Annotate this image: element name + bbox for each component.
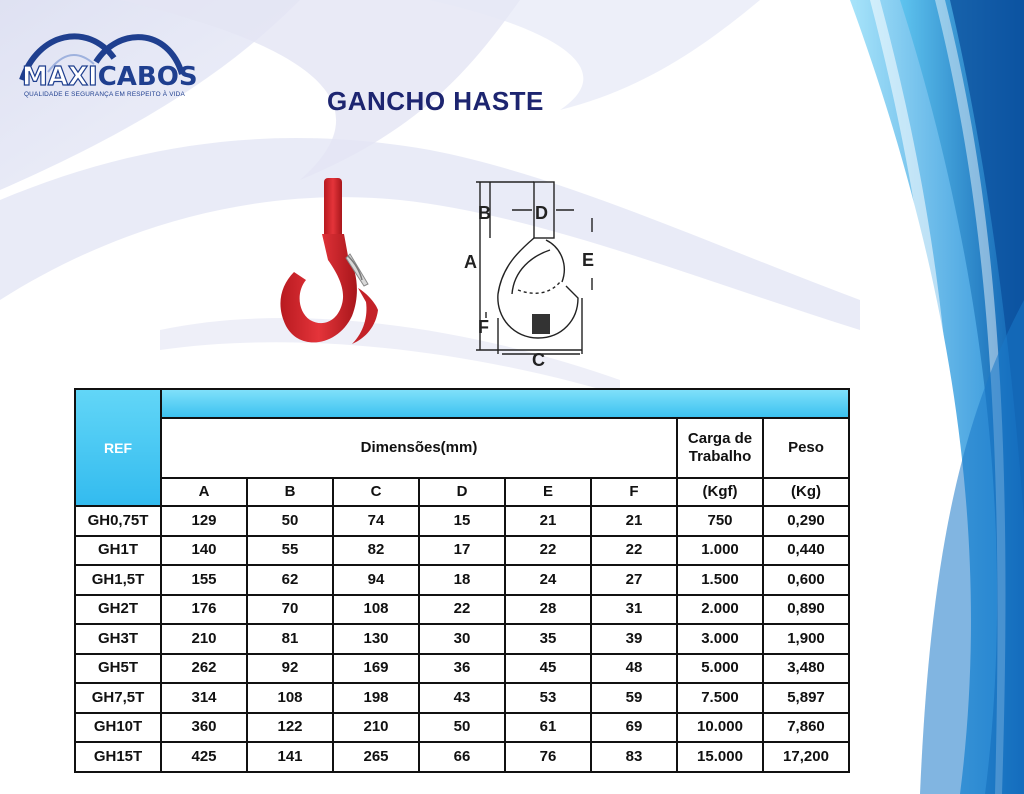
header-band-row	[75, 389, 849, 418]
cell-ref: GH10T	[75, 713, 161, 743]
diagram-label-a: A	[464, 252, 477, 272]
cell-load: 3.000	[677, 624, 763, 654]
cell-weight: 7,860	[763, 713, 849, 743]
load-unit: (Kgf)	[677, 478, 763, 506]
table-row	[75, 506, 849, 536]
cell-d: 30	[419, 624, 505, 654]
cell-a: 210	[161, 624, 247, 654]
cell-c: 74	[333, 506, 419, 536]
cell-e: 45	[505, 654, 591, 684]
cell-f: 31	[591, 595, 677, 625]
cell-load: 7.500	[677, 683, 763, 713]
cell-weight: 0,290	[763, 506, 849, 536]
cell-b: 55	[247, 536, 333, 566]
cell-weight: 3,480	[763, 654, 849, 684]
cell-a: 176	[161, 595, 247, 625]
cell-b: 62	[247, 565, 333, 595]
cell-c: 82	[333, 536, 419, 566]
load-header: Carga de Trabalho	[677, 418, 763, 478]
table-row	[75, 595, 849, 625]
cell-b: 108	[247, 683, 333, 713]
cell-e: 22	[505, 536, 591, 566]
logo-word-cabos: CABOS	[97, 62, 198, 92]
cell-ref: GH7,5T	[75, 683, 161, 713]
cell-load: 1.000	[677, 536, 763, 566]
cell-c: 198	[333, 683, 419, 713]
cell-f: 59	[591, 683, 677, 713]
cell-d: 15	[419, 506, 505, 536]
table-row	[75, 742, 849, 772]
col-header-b: B	[247, 478, 333, 506]
cell-e: 76	[505, 742, 591, 772]
subheader-row	[75, 478, 849, 506]
cell-weight: 17,200	[763, 742, 849, 772]
cell-d: 43	[419, 683, 505, 713]
cell-e: 53	[505, 683, 591, 713]
cell-b: 81	[247, 624, 333, 654]
cell-ref: GH3T	[75, 624, 161, 654]
table-row	[75, 536, 849, 566]
cell-weight: 1,900	[763, 624, 849, 654]
diagram-label-d: D	[535, 203, 548, 223]
cell-a: 155	[161, 565, 247, 595]
cell-c: 130	[333, 624, 419, 654]
cell-f: 22	[591, 536, 677, 566]
cell-f: 27	[591, 565, 677, 595]
ref-header: REF	[75, 389, 161, 506]
dimensions-header: Dimensões(mm)	[161, 418, 677, 478]
cell-load: 2.000	[677, 595, 763, 625]
weight-unit: (Kg)	[763, 478, 849, 506]
cell-b: 92	[247, 654, 333, 684]
cell-b: 70	[247, 595, 333, 625]
cell-f: 83	[591, 742, 677, 772]
cell-e: 24	[505, 565, 591, 595]
cell-b: 50	[247, 506, 333, 536]
cell-weight: 5,897	[763, 683, 849, 713]
page-title: GANCHO HASTE	[327, 86, 544, 116]
col-header-e: E	[505, 478, 591, 506]
cell-ref: GH1T	[75, 536, 161, 566]
cell-ref: GH2T	[75, 595, 161, 625]
hook-photo	[272, 176, 394, 362]
logo-wordmark	[22, 64, 198, 90]
cell-load: 10.000	[677, 713, 763, 743]
cell-a: 129	[161, 506, 247, 536]
diagram-label-b: B	[478, 203, 491, 223]
cell-d: 36	[419, 654, 505, 684]
col-header-c: C	[333, 478, 419, 506]
cell-d: 66	[419, 742, 505, 772]
cell-e: 28	[505, 595, 591, 625]
cell-weight: 0,440	[763, 536, 849, 566]
cell-f: 48	[591, 654, 677, 684]
cell-c: 210	[333, 713, 419, 743]
cell-weight: 0,600	[763, 565, 849, 595]
cell-d: 50	[419, 713, 505, 743]
cell-a: 314	[161, 683, 247, 713]
diagram-label-c: C	[532, 350, 545, 368]
col-header-d: D	[419, 478, 505, 506]
spec-table	[74, 388, 850, 773]
cell-e: 35	[505, 624, 591, 654]
cell-a: 360	[161, 713, 247, 743]
table-row	[75, 683, 849, 713]
header-band	[161, 389, 849, 418]
col-header-a: A	[161, 478, 247, 506]
cell-e: 61	[505, 713, 591, 743]
cell-c: 108	[333, 595, 419, 625]
logo-word-maxi: MAXI	[22, 62, 98, 92]
weight-header: Peso	[763, 418, 849, 478]
cell-load: 15.000	[677, 742, 763, 772]
cell-d: 18	[419, 565, 505, 595]
cell-b: 122	[247, 713, 333, 743]
cell-weight: 0,890	[763, 595, 849, 625]
hook-dimension-diagram	[462, 178, 607, 368]
header-row	[75, 418, 849, 478]
col-header-f: F	[591, 478, 677, 506]
table-row	[75, 654, 849, 684]
logo-tagline: QUALIDADE E SEGURANÇA EM RESPEITO À VIDA	[24, 91, 185, 98]
cell-f: 69	[591, 713, 677, 743]
cell-a: 425	[161, 742, 247, 772]
table-row	[75, 624, 849, 654]
cell-c: 169	[333, 654, 419, 684]
cell-ref: GH15T	[75, 742, 161, 772]
cell-ref: GH1,5T	[75, 565, 161, 595]
cell-f: 21	[591, 506, 677, 536]
cell-a: 262	[161, 654, 247, 684]
cell-c: 265	[333, 742, 419, 772]
cell-e: 21	[505, 506, 591, 536]
diagram-label-e: E	[582, 250, 595, 270]
cell-load: 5.000	[677, 654, 763, 684]
cell-d: 22	[419, 595, 505, 625]
cell-load: 1.500	[677, 565, 763, 595]
cell-b: 141	[247, 742, 333, 772]
table-row	[75, 565, 849, 595]
cell-f: 39	[591, 624, 677, 654]
cell-load: 750	[677, 506, 763, 536]
cell-ref: GH0,75T	[75, 506, 161, 536]
table-row	[75, 713, 849, 743]
diagram-label-f: F	[478, 317, 489, 337]
cell-c: 94	[333, 565, 419, 595]
cell-ref: GH5T	[75, 654, 161, 684]
cell-d: 17	[419, 536, 505, 566]
cell-a: 140	[161, 536, 247, 566]
